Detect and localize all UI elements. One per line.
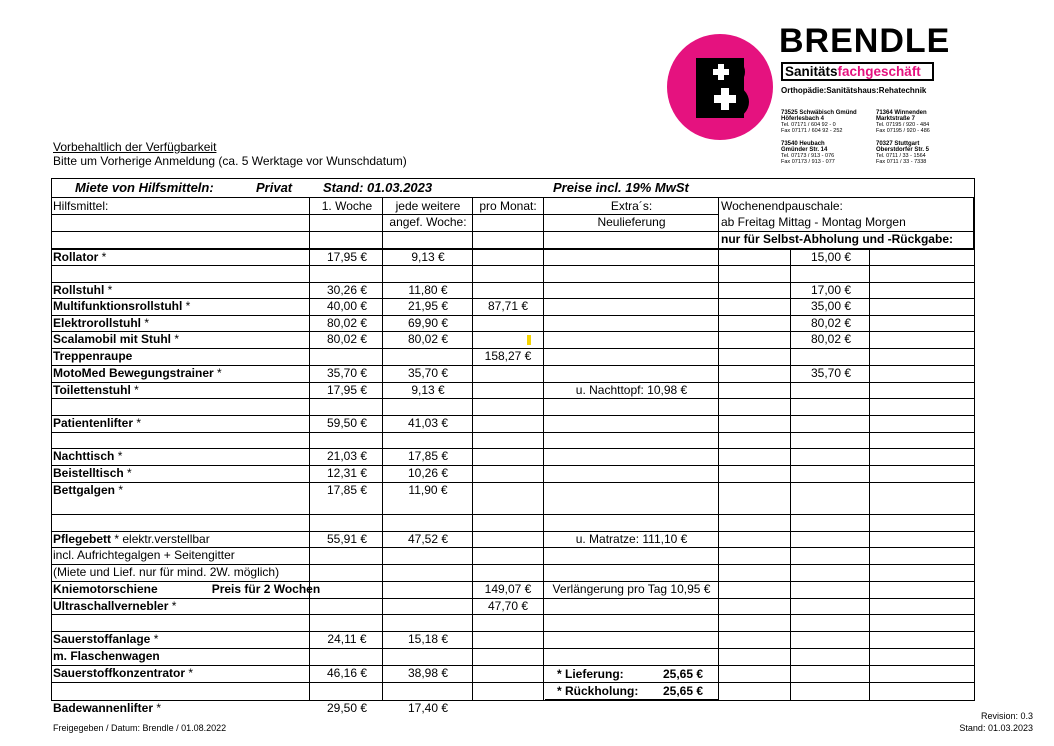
price-week1: 80,02 € [326, 332, 368, 346]
row-label [53, 249, 106, 265]
price-extra-week: 15,18 € [407, 632, 449, 646]
extras-note: u. Nachttopf: 10,98 € [575, 383, 688, 397]
column-header-neulieferung: Neulieferung [597, 215, 666, 229]
row-label-name: Bettgalgen [53, 483, 116, 497]
address-street: Marktstraße 7 [876, 116, 916, 122]
table-rule [51, 700, 975, 701]
brand-name: BRENDLE [779, 22, 951, 60]
row-label [53, 482, 123, 498]
registration-note: Bitte um Vorherige Anmeldung (ca. 5 Werktage vor Wunschdatum) [53, 154, 407, 168]
table-rule [472, 197, 473, 701]
table-rule [545, 699, 718, 700]
price-week1: 24,11 € [327, 632, 367, 646]
row-label [53, 315, 149, 331]
weekend-price: 15,00 € [810, 250, 852, 264]
row-label [53, 700, 161, 716]
column-header-extras: Extra´s: [610, 199, 653, 213]
row-label-suffix: * [133, 416, 142, 430]
price-week1: 21,03 € [326, 449, 368, 463]
address-street: Gmünder Str. 14 [781, 147, 828, 153]
extras-note: Verlängerung pro Tag 10,95 € [552, 582, 711, 596]
column-header-weitere-sub: angef. Woche: [389, 215, 467, 229]
row-label-suffix: * [168, 599, 177, 613]
table-rule [51, 614, 975, 615]
table-rule [718, 197, 719, 701]
address-street: Höferlesbach 4 [781, 116, 825, 122]
row-label-name: Patientenlifter [53, 416, 134, 430]
address-block [876, 110, 930, 134]
row-label [53, 581, 320, 597]
row-label-suffix: * [171, 332, 180, 346]
table-rule [51, 382, 975, 383]
row-label-suffix: Preis für 2 Wochen [211, 582, 321, 596]
row-label-suffix: * [153, 701, 162, 715]
table-rule [51, 631, 975, 632]
availability-note: Vorbehaltlich der Verfügbarkeit [53, 140, 217, 154]
column-header-wochenend-hinweis: nur für Selbst-Abholung und -Rückgabe: [721, 232, 953, 246]
table-rule [51, 465, 975, 466]
price-extra-week: 35,70 € [407, 366, 449, 380]
price-month: 47,70 € [487, 599, 529, 613]
table-rule [51, 682, 975, 683]
row-label-name: Nachttisch [53, 449, 115, 463]
row-label [53, 415, 141, 431]
column-header-woche1: 1. Woche [321, 199, 373, 213]
row-label-name: Pflegebett [53, 532, 112, 546]
price-extra-week: 17,40 € [407, 701, 449, 715]
price-week1: 59,50 € [326, 416, 368, 430]
row-label-name: Rollator [53, 250, 99, 264]
row-label-suffix: * [185, 666, 194, 680]
price-extra-week: 47,52 € [407, 532, 449, 546]
row-label-name: Kniemotorschiene [53, 582, 158, 596]
price-month: 158,27 € [484, 349, 532, 363]
table-rule [973, 197, 974, 248]
price-week1: 40,00 € [326, 299, 368, 313]
row-label-name: Treppenraupe [53, 349, 133, 363]
address-city: 73540 Heubach [781, 141, 825, 147]
row-label-name: Beistelltisch [53, 466, 124, 480]
address-city: 70327 Stuttgart [876, 141, 920, 147]
table-title-preise: Preise incl. 19% MwSt [553, 180, 689, 195]
row-label-suffix: * [98, 250, 107, 264]
row-label-name: m. Flaschenwagen [53, 649, 160, 663]
table-rule [51, 648, 975, 649]
table-rule [309, 197, 310, 701]
address-fax: Fax 0711 / 33 - 7338 [876, 159, 927, 165]
row-label [53, 282, 112, 298]
column-header-monat: pro Monat: [479, 199, 537, 213]
weekend-price: 80,02 € [810, 316, 852, 330]
row-label [53, 531, 210, 547]
row-label-name: Ultraschallvernebler [53, 599, 169, 613]
row-label-name: Badewannenlifter [53, 701, 154, 715]
row-label [53, 631, 158, 647]
brand-subtitle-pink: fachgeschäft [837, 64, 921, 79]
price-month: 87,71 € [487, 299, 529, 313]
address-tel: Tel. 0711 / 33 - 1564 [876, 153, 926, 159]
price-extra-week: 11,90 € [408, 483, 448, 497]
logo-cross-lower-h [714, 95, 736, 103]
price-extra-week: 17,85 € [407, 449, 449, 463]
price-extra-week: 21,95 € [407, 299, 449, 313]
price-week1: 35,70 € [326, 366, 368, 380]
price-extra-week: 41,03 € [407, 416, 449, 430]
price-week1: 17,95 € [326, 383, 368, 397]
row-label [53, 331, 179, 347]
address-fax: Fax 07171 / 604 92 - 252 [781, 128, 843, 134]
row-label-name: Elektrorollstuhl [53, 316, 142, 330]
table-title: Miete von Hilfsmitteln: [75, 180, 214, 195]
address-block [781, 110, 857, 134]
row-label-name: Multifunktionsrollstuhl [53, 299, 183, 313]
row-label-suffix: * [213, 366, 222, 380]
footer-stand: Stand: 01.03.2023 [959, 723, 1033, 733]
price-month: 149,07 € [484, 582, 532, 596]
address-city: 73525 Schwäbisch Gmünd [781, 110, 857, 116]
delivery-value: 25,65 € [663, 667, 704, 681]
column-header-wochenend: Wochenendpauschale: [721, 199, 843, 213]
row-label-suffix: * elektr.verstellbar [111, 532, 210, 546]
price-week1: 17,85 € [326, 483, 368, 497]
address-street: Oberstdorfer Str. 5 [876, 147, 930, 153]
pickup-value: 25,65 € [663, 684, 704, 698]
price-extra-week: 9,13 € [411, 250, 445, 264]
row-label-suffix: * [150, 632, 159, 646]
price-week1: 80,02 € [326, 316, 368, 330]
row-label [53, 298, 190, 314]
row-label-name: MotoMed Bewegungstrainer [53, 366, 214, 380]
column-header-wochenend-zeit: ab Freitag Mittag - Montag Morgen [721, 215, 906, 229]
weekend-price: 35,70 € [810, 366, 852, 380]
table-title-privat: Privat [256, 180, 293, 195]
brand-subtitle-black: Sanitäts [785, 64, 838, 79]
row-label [53, 648, 160, 664]
address-fax: Fax 07195 / 920 - 486 [876, 128, 930, 134]
row-label [53, 465, 132, 481]
price-extra-week: 9,13 € [411, 383, 445, 397]
price-week1: 17,95 € [326, 250, 368, 264]
table-rule [51, 514, 975, 515]
row-label-suffix: * [115, 483, 124, 497]
footer-approval: Freigegeben / Datum: Brendle / 01.08.2022 [53, 723, 227, 733]
row-label-suffix: * [141, 316, 150, 330]
row-label-suffix: * [182, 299, 191, 313]
row-label [53, 665, 193, 681]
address-block [781, 141, 835, 165]
row-label-name: (Miete und Lief. nur für mind. 2W. möglich) [53, 565, 280, 579]
row-label-suffix: * [104, 283, 113, 297]
table-rule [51, 415, 975, 416]
logo-cross-upper-h [713, 69, 729, 75]
row-label-name: Scalamobil mit Stuhl [53, 332, 172, 346]
price-week1: 55,91 € [326, 532, 368, 546]
price-week1: 46,16 € [326, 666, 368, 680]
address-tel: Tel. 07173 / 913 - 076 [781, 153, 835, 159]
row-label [53, 365, 222, 381]
table-rule [51, 398, 975, 399]
table-rule [51, 265, 975, 266]
price-week1: 29,50 € [326, 701, 368, 715]
table-rule [51, 432, 975, 433]
highlight-mark [527, 335, 531, 345]
row-label [53, 448, 122, 464]
row-label-name: Sauerstoffkonzentrator [53, 666, 186, 680]
row-label [53, 382, 139, 398]
table-rule [51, 482, 975, 483]
weekend-price: 80,02 € [810, 332, 852, 346]
footer-revision: Revision: 0.3 [980, 711, 1033, 721]
delivery-label: * Lieferung: [557, 667, 624, 681]
price-extra-week: 10,26 € [407, 466, 449, 480]
price-extra-week: 69,90 € [407, 316, 449, 330]
table-rule [543, 197, 544, 701]
address-tel: Tel. 07171 / 604 92 - 0 [781, 122, 836, 128]
row-label-suffix: * [123, 466, 132, 480]
price-extra-week: 11,80 € [408, 283, 448, 297]
address-city: 71364 Winnenden [876, 110, 927, 116]
row-label [53, 348, 132, 364]
weekend-price: 35,00 € [810, 299, 852, 313]
row-label-suffix: * [130, 383, 139, 397]
address-fax: Fax 07173 / 913 - 077 [781, 159, 835, 165]
address-block [876, 141, 929, 165]
extras-note: u. Matratze: 111,10 € [575, 532, 688, 546]
pickup-label: * Rückholung: [557, 684, 639, 698]
column-header-weitere: jede weitere [395, 199, 461, 213]
row-label-suffix: * [114, 449, 123, 463]
brand-tagline: Orthopädie:Sanitätshaus:Rehatechnik [781, 86, 927, 95]
price-week1: 12,31 € [326, 466, 368, 480]
row-label-name: incl. Aufrichtegalgen + Seitengitter [53, 548, 235, 562]
price-extra-week: 38,98 € [407, 666, 449, 680]
brand-subtitle [781, 62, 934, 81]
row-label [53, 564, 279, 580]
row-label-name: Rollstuhl [53, 283, 105, 297]
table-rule [51, 448, 975, 449]
row-label-name: Sauerstoffanlage [53, 632, 151, 646]
row-label-name: Toilettenstuhl [53, 383, 131, 397]
row-label [53, 598, 176, 614]
address-tel: Tel. 07195 / 920 - 484 [876, 122, 930, 128]
price-extra-week: 80,02 € [407, 332, 449, 346]
weekend-price: 17,00 € [810, 283, 852, 297]
price-week1: 30,26 € [326, 283, 368, 297]
table-title-stand: Stand: 01.03.2023 [323, 180, 433, 195]
column-header-hilfsmittel: Hilfsmittel: [53, 199, 109, 213]
row-label [53, 547, 235, 563]
